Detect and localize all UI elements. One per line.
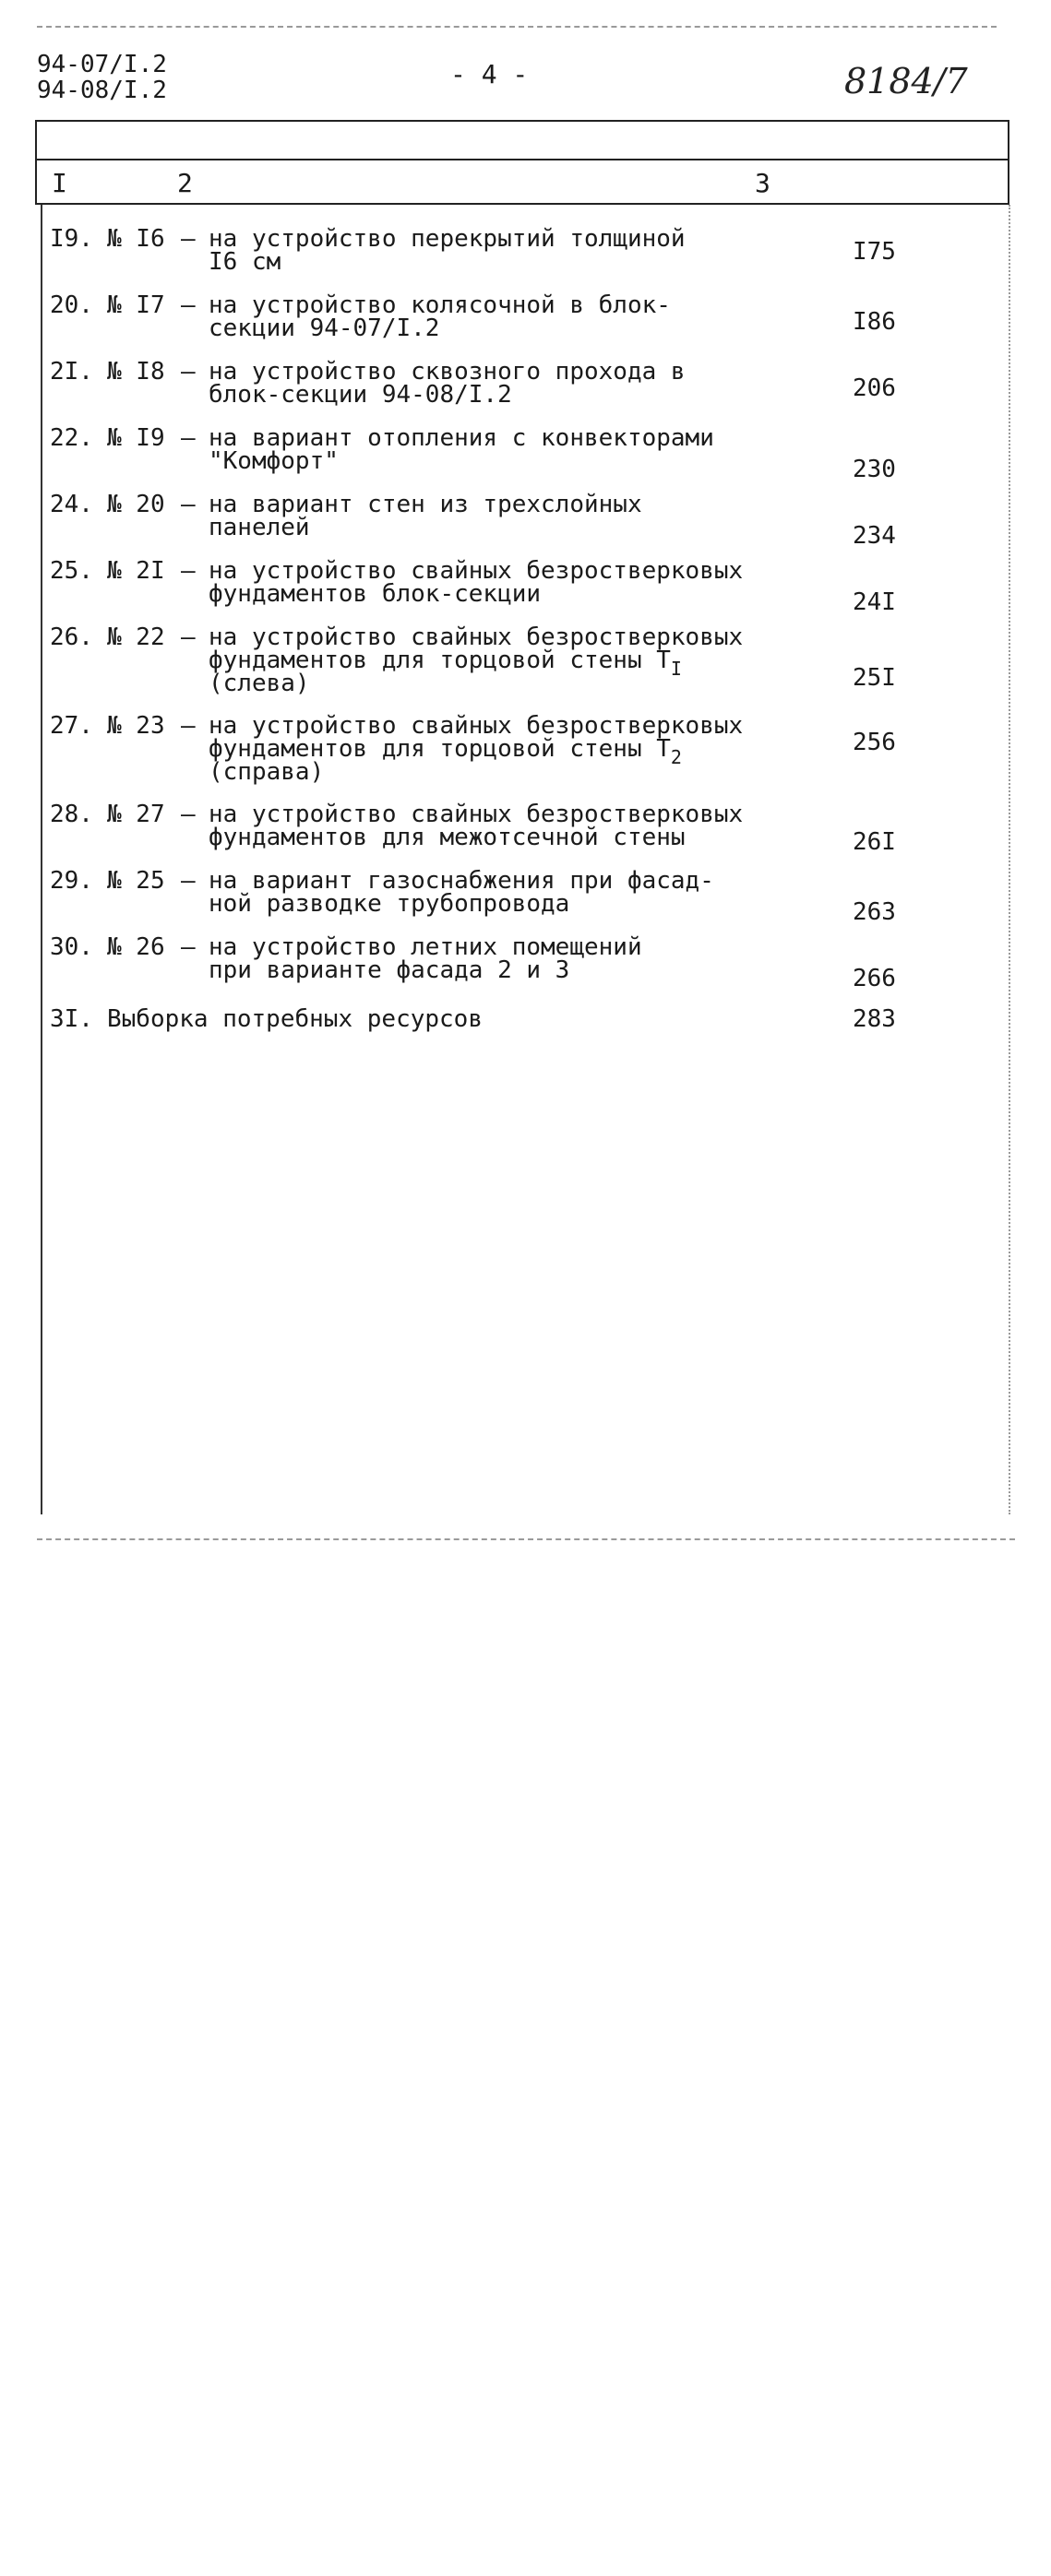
entry-dash: – [181, 491, 196, 518]
entry-text: фундаментов для торцовой стены T [209, 735, 671, 763]
entry-dash: – [181, 801, 196, 828]
entry-number: 2I. [50, 358, 93, 386]
right-margin-rule [1009, 205, 1010, 1514]
entry-text: на устройство колясочной в блок- [209, 291, 671, 319]
entry-text: на устройство свайных безростверковых [209, 712, 744, 740]
entry-text-line [209, 760, 324, 784]
entry-page: 24I [853, 588, 896, 616]
entry-page: 26I [853, 828, 896, 856]
entry-text-line [209, 516, 310, 540]
entry-page: I75 [853, 238, 896, 266]
entry-dash: – [181, 623, 196, 651]
entry-code: № 27 [107, 801, 165, 828]
entry-text: на устройство свайных безростверковых [209, 623, 744, 651]
entry-code: № 25 [107, 867, 165, 895]
entry-number: 22. [50, 424, 93, 452]
entry-number: 20. [50, 291, 93, 319]
column-header-3: 3 [755, 168, 770, 198]
entry-page: 256 [853, 729, 896, 756]
entry-code: № I9 [107, 424, 165, 452]
column-header-2: 2 [177, 168, 193, 198]
entry-code: № I6 [107, 225, 165, 253]
entry-text-line [209, 449, 339, 473]
entry-page: 263 [853, 898, 896, 926]
entry-title: Выборка потребных ресурсов [107, 1005, 483, 1033]
entry-number: I9. [50, 225, 93, 253]
doc-code-1: 94-07/I.2 [37, 51, 167, 78]
frame-divider [37, 159, 1008, 160]
entry-page: 25I [853, 664, 896, 692]
entry-page: 266 [853, 965, 896, 992]
bottom-dashed-line [37, 1538, 1015, 1540]
entry-page: 234 [853, 522, 896, 550]
entry-code: № 23 [107, 712, 165, 740]
entry-text: на устройство летних помещений [209, 933, 642, 961]
entry-text: I6 см [209, 248, 281, 276]
entry-text-line [209, 383, 512, 407]
entry-code: № 20 [107, 491, 165, 518]
entry-text-line [209, 958, 569, 982]
doc-code-2: 94-08/I.2 [37, 77, 167, 104]
entry-text: "Комфорт" [209, 447, 339, 475]
entry-number: 27. [50, 712, 93, 740]
entry-dash: – [181, 712, 196, 740]
entry-text: на устройство свайных безростверковых [209, 557, 744, 585]
entry-number: 24. [50, 491, 93, 518]
entry-text: фундаментов блок-секции [209, 580, 542, 608]
entry-text: фундаментов для торцовой стены T [209, 647, 671, 674]
entry-dash: – [181, 225, 196, 253]
entry-page: 283 [853, 1005, 896, 1033]
entry-code: № 26 [107, 933, 165, 961]
entry-text: панелей [209, 514, 310, 541]
entry-text: на устройство сквозного прохода в [209, 358, 686, 386]
entry-code: № I8 [107, 358, 165, 386]
entry-code: № I7 [107, 291, 165, 319]
entry-text: при варианте фасада 2 и 3 [209, 956, 570, 984]
entry-text: (справа) [209, 758, 325, 786]
entry-text: фундаментов для межотсечной стены [209, 824, 686, 851]
document-codes [37, 52, 167, 103]
entry-text: (слева) [209, 670, 310, 697]
left-margin-rule [41, 205, 42, 1514]
entry-text-line [209, 825, 686, 849]
entry-dash: – [181, 933, 196, 961]
entry-number: 25. [50, 557, 93, 585]
entry-text: на устройство свайных безростверковых [209, 801, 744, 828]
entry-number: 29. [50, 867, 93, 895]
entry-code: № 2I [107, 557, 165, 585]
column-header-1: I [52, 168, 67, 198]
entry-text: секции 94-07/I.2 [209, 315, 440, 342]
entry-page: 206 [853, 374, 896, 402]
entry-text-line [209, 671, 310, 695]
subscript: I [670, 658, 682, 680]
entry-text: на вариант отопления с конвекторами [209, 424, 714, 452]
entry-text-line [209, 892, 569, 916]
entry-text: на устройство перекрытий толщиной [209, 225, 686, 253]
entry-dash: – [181, 424, 196, 452]
entry-text: ной разводке трубопровода [209, 890, 570, 918]
entry-text-line [209, 582, 541, 606]
entry-page: 230 [853, 456, 896, 483]
entry-dash: – [181, 358, 196, 386]
entry-number: 26. [50, 623, 93, 651]
entry-code: № 22 [107, 623, 165, 651]
entry-text-line [209, 316, 439, 340]
subscript: 2 [670, 746, 682, 768]
entry-text: на вариант газоснабжения при фасад- [209, 867, 714, 895]
entry-number: 3I. [50, 1005, 93, 1033]
entry-dash: – [181, 291, 196, 319]
archive-number: 8184/7 [844, 61, 968, 101]
entry-dash: – [181, 557, 196, 585]
page-number: - 4 - [450, 59, 529, 89]
top-dashed-line [37, 26, 997, 28]
entry-text-line [209, 250, 281, 274]
table-header-frame [35, 120, 1009, 205]
entry-number: 28. [50, 801, 93, 828]
entry-text: блок-секции 94-08/I.2 [209, 381, 512, 409]
entry-text: на вариант стен из трехслойных [209, 491, 642, 518]
entry-number: 30. [50, 933, 93, 961]
entry-dash: – [181, 867, 196, 895]
entry-page: I86 [853, 308, 896, 336]
